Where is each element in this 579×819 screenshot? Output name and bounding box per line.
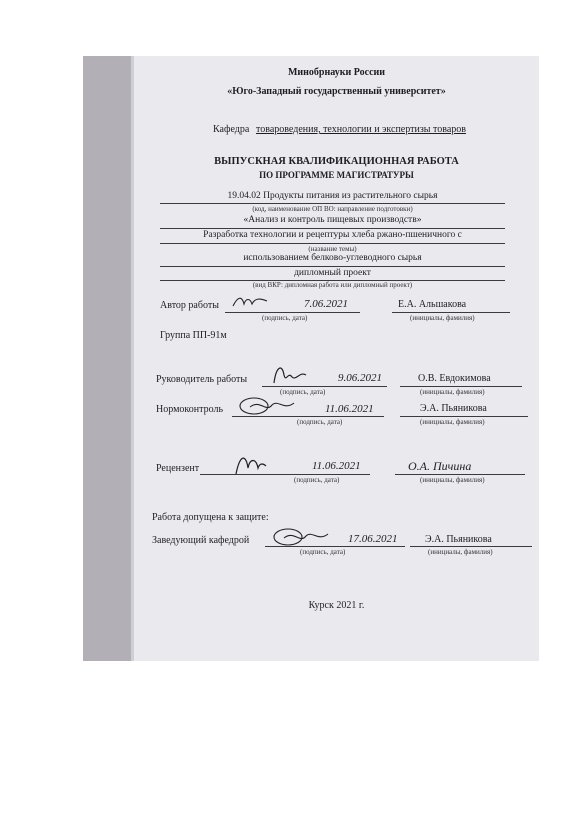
reviewer-name: О.А. Пичина xyxy=(408,459,472,473)
program-code-name: 19.04.02 Продукты питания из растительного сырья xyxy=(227,191,438,201)
program-caption: (код, наименование ОП ВО: направление подготовки) xyxy=(252,205,413,213)
topic-caption: (название темы) xyxy=(308,245,357,253)
reviewer-name-caption: (инициалы, фамилия) xyxy=(420,476,485,484)
work-type: дипломный проект xyxy=(294,268,371,278)
head-date: 17.06.2021 xyxy=(348,533,398,545)
reviewer-sign-line xyxy=(200,474,370,475)
author-date: 7.06.2021 xyxy=(304,298,348,310)
normcontrol-name: Э.А. Пьяникова xyxy=(420,403,487,414)
topic-line-2: использованием белково-углеводного сырья xyxy=(243,253,422,263)
department-name: товароведения, технологии и экспертизы товаров xyxy=(256,124,466,135)
program-profile: «Анализ и контроль пищевых производств» xyxy=(243,215,422,225)
normcontrol-sign-line xyxy=(232,416,384,417)
head-name-caption: (инициалы, фамилия) xyxy=(428,548,493,556)
program-line xyxy=(160,203,505,204)
author-name: Е.А. Альшакова xyxy=(398,299,467,310)
profile-line xyxy=(160,228,505,229)
head-name: Э.А. Пьяникова xyxy=(425,534,492,545)
supervisor-sign-line xyxy=(262,386,387,387)
admission-text: Работа допущена к защите: xyxy=(152,512,269,523)
document-title: ВЫПУСКНАЯ КВАЛИФИКАЦИОННАЯ РАБОТА xyxy=(214,156,459,167)
head-label: Заведующий кафедрой xyxy=(152,535,250,546)
sheet-edge xyxy=(131,56,134,661)
topic-line-2-rule xyxy=(160,266,505,267)
normcontrol-sign-caption: (подпись, дата) xyxy=(297,418,343,426)
university-title: «Юго-Западный государственный университет» xyxy=(227,86,446,97)
head-sign-caption: (подпись, дата) xyxy=(300,548,346,556)
reviewer-sign-caption: (подпись, дата) xyxy=(294,476,340,484)
city-year: Курск 2021 г. xyxy=(308,600,365,611)
supervisor-name: О.В. Евдокимова xyxy=(418,373,491,384)
author-name-line xyxy=(392,312,510,313)
topic-line-1: Разработка технологии и рецептуры хлеба ржано-пшеничного с xyxy=(203,230,462,240)
document-subtitle: ПО ПРОГРАММЕ МАГИСТРАТУРЫ xyxy=(259,170,414,180)
ministry-title: Минобрнауки России xyxy=(287,67,386,78)
group-label: Группа ПП-91м xyxy=(160,330,227,341)
normcontrol-name-caption: (инициалы, фамилия) xyxy=(420,418,485,426)
supervisor-name-caption: (инициалы, фамилия) xyxy=(420,388,485,396)
reviewer-date: 11.06.2021 xyxy=(312,460,361,472)
department-label: Кафедра xyxy=(213,124,250,135)
author-name-caption: (инициалы, фамилия) xyxy=(410,314,475,322)
supervisor-name-line xyxy=(400,386,522,387)
reviewer-label: Рецензент xyxy=(156,463,200,474)
normcontrol-date: 11.06.2021 xyxy=(325,403,374,415)
head-name-line xyxy=(410,546,532,547)
normcontrol-name-line xyxy=(400,416,528,417)
author-signature xyxy=(230,292,270,312)
reviewer-name-line xyxy=(395,474,525,475)
topic-line xyxy=(160,243,505,244)
author-sign-caption: (подпись, дата) xyxy=(262,314,308,322)
normcontrol-label: Нормоконтроль xyxy=(156,404,224,415)
work-type-caption: (вид ВКР: дипломная работа или дипломный проект) xyxy=(252,281,413,289)
author-label: Автор работы xyxy=(160,300,219,311)
supervisor-sign-caption: (подпись, дата) xyxy=(280,388,326,396)
supervisor-label: Руководитель работы xyxy=(156,374,248,385)
document-sheet xyxy=(131,56,539,661)
head-sign-line xyxy=(265,546,405,547)
supervisor-date: 9.06.2021 xyxy=(338,372,382,384)
author-sign-line xyxy=(225,312,360,313)
